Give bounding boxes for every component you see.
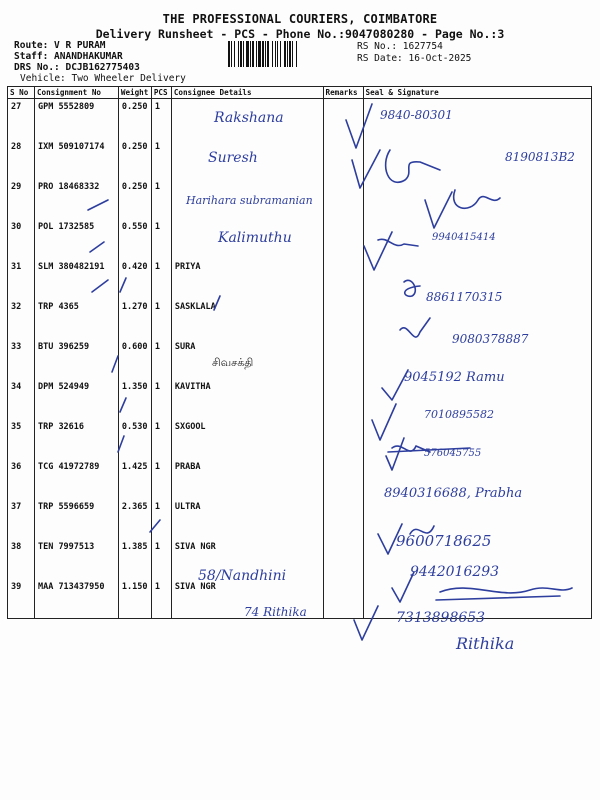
row-weight: 0.250 <box>118 139 151 179</box>
barcode <box>228 41 354 67</box>
row-pcs: 1 <box>151 419 171 459</box>
handwritten-signature: 9940415414 <box>432 232 496 243</box>
row-pcs: 1 <box>151 339 171 379</box>
row-sno: 32 <box>8 299 35 339</box>
handwritten-signature: 7010895582 <box>424 408 494 421</box>
handwritten-signature: 9840-80301 <box>380 108 453 122</box>
row-pcs: 1 <box>151 459 171 499</box>
col-header-remarks: Remarks <box>323 87 363 99</box>
route-label: Route: V R PURAM <box>14 40 106 51</box>
handwritten-signature: 576045755 <box>424 448 482 459</box>
row-sno: 27 <box>8 99 35 140</box>
drs-label: DRS No.: DCJB162775403 <box>14 62 140 73</box>
row-weight: 1.350 <box>118 379 151 419</box>
staff-label: Staff: ANANDHAKUMAR <box>14 51 123 62</box>
row-sno: 29 <box>8 179 35 219</box>
company-title: THE PROFESSIONAL COURIERS, COIMBATORE <box>162 12 438 26</box>
row-consignment-no: DPM 524949 <box>34 379 118 419</box>
handwritten-consignee: 74 Rithika <box>244 605 307 619</box>
row-pcs: 1 <box>151 139 171 179</box>
col-header-signature: Seal & Signature <box>363 87 592 99</box>
col-header-sno: S No <box>8 87 35 99</box>
table-header-row <box>8 87 592 99</box>
row-consignee: SIVA NGR <box>171 579 323 619</box>
row-sno: 33 <box>8 339 35 379</box>
row-pcs: 1 <box>151 99 171 140</box>
row-consignment-no: GPM 5552809 <box>34 99 118 140</box>
table-row <box>8 259 592 299</box>
table-row <box>8 139 592 179</box>
handwritten-consignee: Kalimuthu <box>218 230 292 246</box>
handwritten-signature: 8861170315 <box>426 290 503 304</box>
row-pcs: 1 <box>151 499 171 539</box>
table-row <box>8 499 592 539</box>
row-consignment-no: POL 1732585 <box>34 219 118 259</box>
row-remarks <box>323 99 363 140</box>
table-row <box>8 219 592 259</box>
row-pcs: 1 <box>151 219 171 259</box>
handwritten-signature: 7313898653 <box>396 610 486 626</box>
col-header-pcs: PCS <box>151 87 171 99</box>
handwritten-signature: 9442016293 <box>410 564 500 580</box>
row-sno: 34 <box>8 379 35 419</box>
handwritten-signature: 9080378887 <box>452 332 529 346</box>
row-pcs: 1 <box>151 259 171 299</box>
row-consignment-no: TRP 32616 <box>34 419 118 459</box>
table-row <box>8 379 592 419</box>
row-remarks <box>323 299 363 339</box>
col-header-weight: Weight <box>118 87 151 99</box>
row-sno: 38 <box>8 539 35 579</box>
handwritten-consignee: Harihara subramanian <box>186 194 313 207</box>
row-pcs: 1 <box>151 579 171 619</box>
row-consignee: SURA <box>171 339 323 379</box>
row-weight: 0.530 <box>118 419 151 459</box>
row-sno: 35 <box>8 419 35 459</box>
row-consignee: SASKLALA <box>171 299 323 339</box>
row-consignee: KAVITHA <box>171 379 323 419</box>
row-weight: 1.270 <box>118 299 151 339</box>
row-consignment-no: TRP 5596659 <box>34 499 118 539</box>
row-pcs: 1 <box>151 179 171 219</box>
handwritten-consignee: Rakshana <box>214 110 284 126</box>
row-remarks <box>323 379 363 419</box>
handwritten-signature: Rithika <box>456 634 515 653</box>
vehicle-label: Vehicle: Two Wheeler Delivery <box>20 73 186 84</box>
row-consignee: SIVA NGR <box>171 539 323 579</box>
row-weight: 0.600 <box>118 339 151 379</box>
row-pcs: 1 <box>151 379 171 419</box>
row-sno: 36 <box>8 459 35 499</box>
row-remarks <box>323 499 363 539</box>
row-signature <box>363 179 592 219</box>
row-consignment-no: TRP 4365 <box>34 299 118 339</box>
row-pcs: 1 <box>151 299 171 339</box>
row-sno: 28 <box>8 139 35 179</box>
row-consignee: PRABA <box>171 459 323 499</box>
rs-date: RS Date: 16-Oct-2025 <box>357 53 472 64</box>
col-header-consignment: Consignment No <box>34 87 118 99</box>
row-consignment-no: MAA 713437950 <box>34 579 118 619</box>
row-weight: 0.420 <box>118 259 151 299</box>
row-weight: 1.150 <box>118 579 151 619</box>
table-row <box>8 539 592 579</box>
row-weight: 0.250 <box>118 99 151 140</box>
row-weight: 1.385 <box>118 539 151 579</box>
row-pcs: 1 <box>151 539 171 579</box>
row-remarks <box>323 339 363 379</box>
row-consignment-no: TEN 7997513 <box>34 539 118 579</box>
row-consignment-no: BTU 396259 <box>34 339 118 379</box>
row-consignment-no: IXM 509107174 <box>34 139 118 179</box>
row-remarks <box>323 579 363 619</box>
row-remarks <box>323 259 363 299</box>
table-row <box>8 99 592 140</box>
handwritten-consignee: Suresh <box>208 150 258 166</box>
row-sno: 30 <box>8 219 35 259</box>
row-consignee: PRIYA <box>171 259 323 299</box>
row-consignment-no: PRO 18468332 <box>34 179 118 219</box>
row-remarks <box>323 459 363 499</box>
row-consignee: ULTRA <box>171 499 323 539</box>
runsheet-subtitle: Delivery Runsheet - PCS - Phone No.:9047080280 - Page No.:3 <box>95 27 505 41</box>
row-sno: 39 <box>8 579 35 619</box>
col-header-consignee: Consignee Details <box>171 87 323 99</box>
row-consignee: SXGOOL <box>171 419 323 459</box>
runsheet-table <box>7 86 592 619</box>
rs-number: RS No.: 1627754 <box>357 41 443 52</box>
table-row <box>8 419 592 459</box>
row-sno: 31 <box>8 259 35 299</box>
row-weight: 1.425 <box>118 459 151 499</box>
row-weight: 2.365 <box>118 499 151 539</box>
row-weight: 0.250 <box>118 179 151 219</box>
row-consignment-no: SLM 380482191 <box>34 259 118 299</box>
row-remarks <box>323 419 363 459</box>
handwritten-signature: 8190813B2 <box>505 150 575 164</box>
handwritten-tamil-name: சிவசக்தி <box>212 356 254 369</box>
handwritten-consignee: 58/Nandhini <box>198 568 287 584</box>
handwritten-signature: 8940316688, Prabha <box>384 486 523 501</box>
row-consignment-no: TCG 41972789 <box>34 459 118 499</box>
row-remarks <box>323 219 363 259</box>
row-sno: 37 <box>8 499 35 539</box>
row-remarks <box>323 139 363 179</box>
row-weight: 0.550 <box>118 219 151 259</box>
row-remarks <box>323 539 363 579</box>
handwritten-signature: 9600718625 <box>396 532 492 550</box>
row-remarks <box>323 179 363 219</box>
handwritten-signature: 9045192 Ramu <box>404 370 505 385</box>
barcode-bar <box>297 41 299 67</box>
